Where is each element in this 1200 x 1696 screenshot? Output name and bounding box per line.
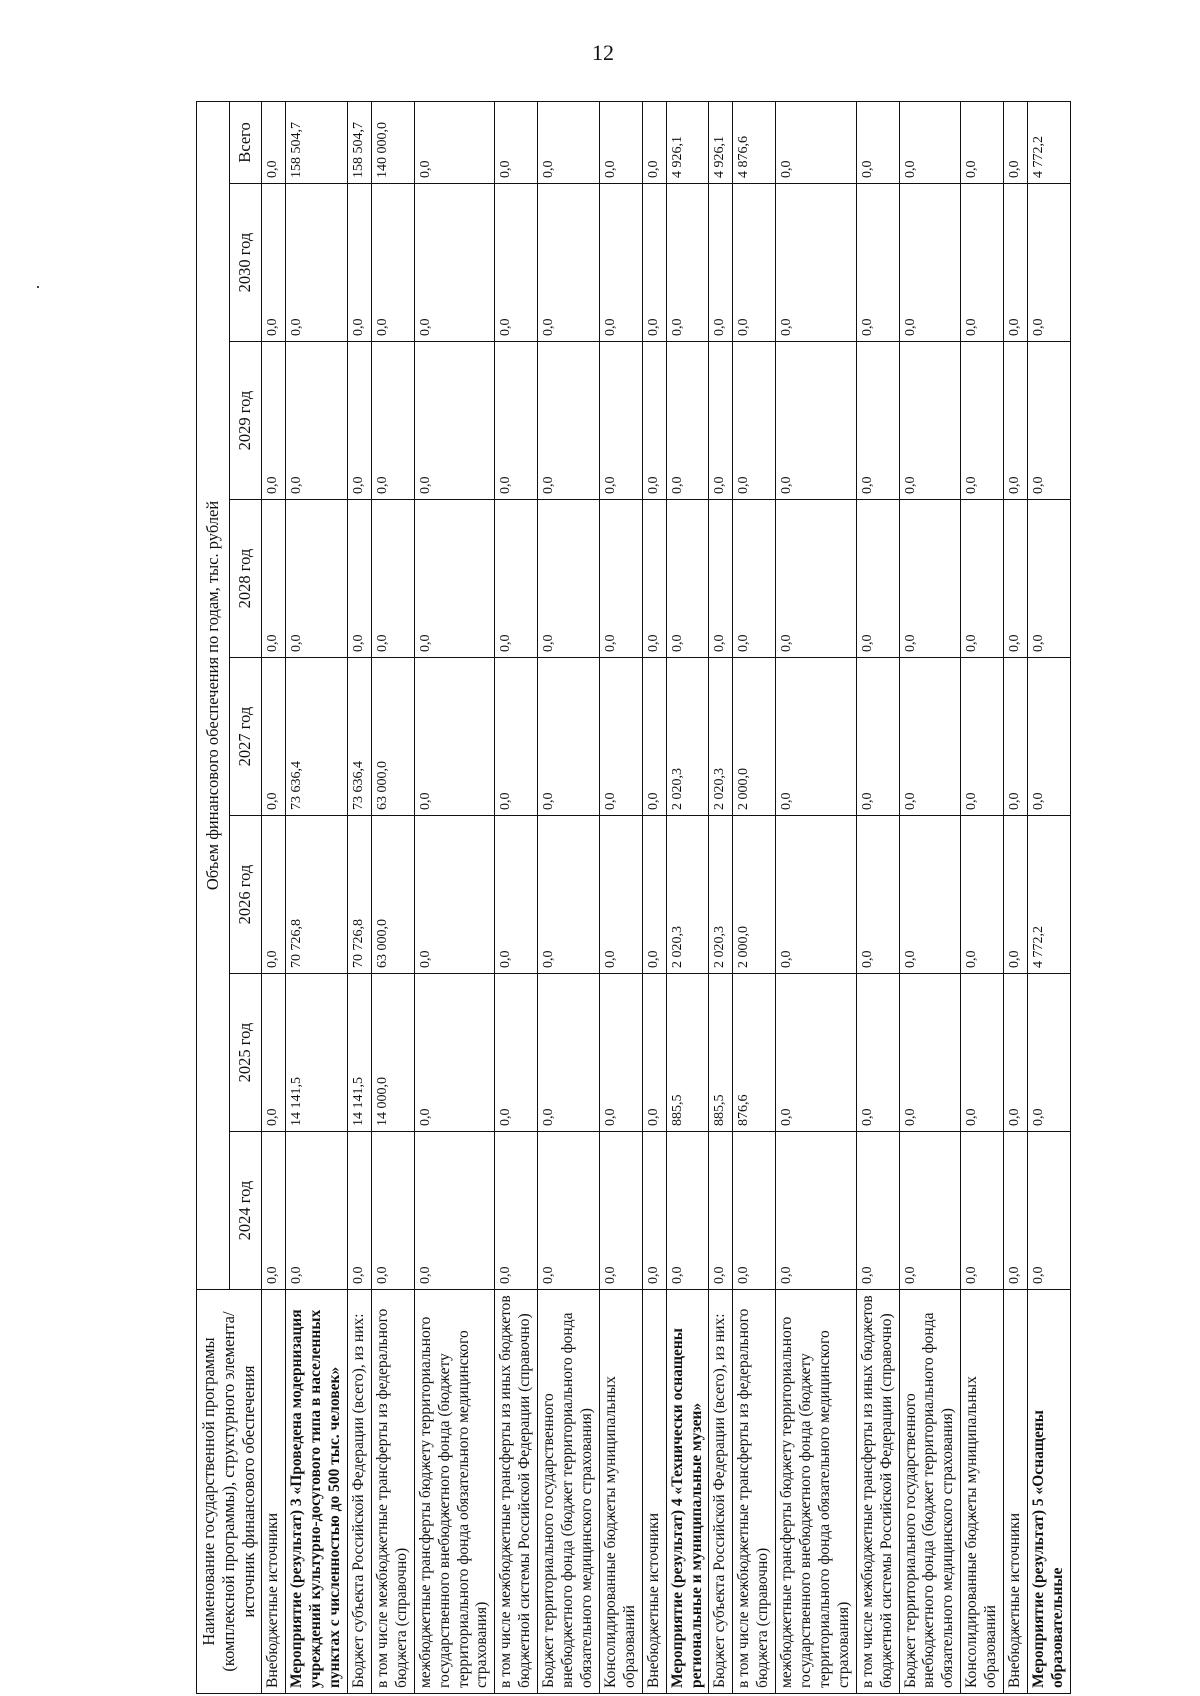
cell-value: 0,0 xyxy=(286,342,348,500)
cell-value: 0,0 xyxy=(348,342,372,500)
cell-total: 0,0 xyxy=(538,101,600,183)
row-label: межбюджетные трансферты бюджету территориального государственного внебюджетного фонда (бюджету территориального фонда обязательного медицинского страхования) xyxy=(414,1290,495,1694)
cell-value: 0,0 xyxy=(371,1132,414,1290)
cell-value: 885,5 xyxy=(709,974,733,1132)
cell-value: 0,0 xyxy=(733,342,776,500)
row-label: Мероприятие (результат) 5 «Оснащены образовательные xyxy=(1028,1290,1071,1694)
cell-value: 0,0 xyxy=(495,184,538,342)
cell-value: 0,0 xyxy=(414,658,495,816)
financing-table xyxy=(196,101,1071,1694)
table-row xyxy=(371,101,414,1693)
cell-value: 0,0 xyxy=(286,500,348,658)
row-label: Мероприятие (результат) 4 «Технически оснащены региональные и муниципальные музеи» xyxy=(666,1290,709,1694)
cell-value: 2 000,0 xyxy=(733,816,776,974)
cell-value: 0,0 xyxy=(1028,500,1071,658)
cell-value: 0,0 xyxy=(495,1132,538,1290)
cell-value: 0,0 xyxy=(371,500,414,658)
cell-value: 0,0 xyxy=(495,974,538,1132)
row-label: Мероприятие (результат) 3 «Проведена модернизация учреждений культурно-досугового типа в населенных пунктах с численностью до 500 тыс. человек» xyxy=(286,1290,348,1694)
cell-value: 63 000,0 xyxy=(371,816,414,974)
cell-value: 0,0 xyxy=(414,184,495,342)
cell-value: 0,0 xyxy=(961,816,1004,974)
cell-value: 2 020,3 xyxy=(666,816,709,974)
row-label: Внебюджетные источники xyxy=(642,1290,666,1694)
cell-value: 0,0 xyxy=(262,500,286,658)
cell-value: 0,0 xyxy=(286,184,348,342)
row-label: Бюджет территориального государственного внебюджетного фонда (бюджет территориального фонда обязательного медицинского страхования) xyxy=(538,1290,600,1694)
header-year: 2029 год xyxy=(229,342,262,500)
cell-value: 0,0 xyxy=(642,658,666,816)
cell-total: 0,0 xyxy=(776,101,857,183)
cell-value: 0,0 xyxy=(538,342,600,500)
cell-value: 0,0 xyxy=(961,974,1004,1132)
row-label: Внебюджетные источники xyxy=(1004,1290,1028,1694)
cell-total: 4 772,2 xyxy=(1028,101,1071,183)
cell-value: 876,6 xyxy=(733,974,776,1132)
cell-value: 0,0 xyxy=(262,658,286,816)
cell-value: 0,0 xyxy=(856,816,899,974)
cell-value: 0,0 xyxy=(776,500,857,658)
cell-value: 0,0 xyxy=(262,1132,286,1290)
cell-value: 0,0 xyxy=(733,184,776,342)
header-year: 2028 год xyxy=(229,500,262,658)
cell-value: 4 772,2 xyxy=(1028,816,1071,974)
cell-value: 0,0 xyxy=(1004,816,1028,974)
cell-value: 0,0 xyxy=(776,658,857,816)
cell-value: 0,0 xyxy=(414,342,495,500)
header-row-1 xyxy=(197,101,230,1693)
cell-total: 140 000,0 xyxy=(371,101,414,183)
cell-value: 0,0 xyxy=(642,342,666,500)
cell-value: 0,0 xyxy=(599,342,642,500)
cell-value: 0,0 xyxy=(599,184,642,342)
cell-value: 0,0 xyxy=(599,1132,642,1290)
cell-value: 0,0 xyxy=(1004,500,1028,658)
cell-value: 0,0 xyxy=(642,1132,666,1290)
cell-value: 73 636,4 xyxy=(348,658,372,816)
table-row xyxy=(776,101,857,1693)
cell-value: 73 636,4 xyxy=(286,658,348,816)
cell-value: 0,0 xyxy=(642,184,666,342)
row-label: в том числе межбюджетные трансферты из иных бюджетов бюджетной системы Российской Федерации (справочно) xyxy=(495,1290,538,1694)
cell-value: 0,0 xyxy=(1028,658,1071,816)
table-row xyxy=(961,101,1004,1693)
scan-speck xyxy=(37,286,39,288)
cell-value: 0,0 xyxy=(776,816,857,974)
cell-value: 0,0 xyxy=(538,1132,600,1290)
cell-value: 0,0 xyxy=(262,974,286,1132)
cell-value: 0,0 xyxy=(961,658,1004,816)
cell-total: 0,0 xyxy=(1004,101,1028,183)
table-body xyxy=(262,101,1070,1693)
cell-value: 0,0 xyxy=(538,500,600,658)
cell-value: 0,0 xyxy=(1028,342,1071,500)
cell-value: 2 020,3 xyxy=(709,816,733,974)
row-label: Бюджет субъекта Российской Федерации (всего), из них: xyxy=(348,1290,372,1694)
cell-value: 0,0 xyxy=(1004,184,1028,342)
cell-total: 4 876,6 xyxy=(733,101,776,183)
header-group-title: Объем финансового обеспечения по годам, тыс. рублей xyxy=(197,101,230,1289)
row-label: Бюджет субъекта Российской Федерации (всего), из них: xyxy=(709,1290,733,1694)
header-year: 2026 год xyxy=(229,816,262,974)
cell-value: 0,0 xyxy=(899,500,961,658)
cell-value: 0,0 xyxy=(1028,974,1071,1132)
row-label: в том числе межбюджетные трансферты из федерального бюджета (справочно) xyxy=(733,1290,776,1694)
cell-value: 14 141,5 xyxy=(286,974,348,1132)
cell-value: 0,0 xyxy=(599,500,642,658)
cell-value: 0,0 xyxy=(961,184,1004,342)
cell-value: 0,0 xyxy=(262,342,286,500)
row-label: Бюджет территориального государственного внебюджетного фонда (бюджет территориального фонда обязательного медицинского страхования) xyxy=(899,1290,961,1694)
cell-total: 0,0 xyxy=(961,101,1004,183)
header-name-column: Наименование государственной программы (комплексной программы), структурного элемента/источник финансового обеспечения xyxy=(197,1290,262,1694)
cell-value: 0,0 xyxy=(899,816,961,974)
cell-value: 0,0 xyxy=(776,342,857,500)
cell-value: 0,0 xyxy=(538,974,600,1132)
row-label: в том числе межбюджетные трансферты из федерального бюджета (справочно) xyxy=(371,1290,414,1694)
cell-value: 0,0 xyxy=(666,500,709,658)
cell-total: 4 926,1 xyxy=(709,101,733,183)
header-year: 2030 год xyxy=(229,184,262,342)
cell-value: 0,0 xyxy=(961,500,1004,658)
cell-value: 0,0 xyxy=(642,974,666,1132)
cell-total: 0,0 xyxy=(642,101,666,183)
cell-value: 0,0 xyxy=(414,1132,495,1290)
row-label: Внебюджетные источники xyxy=(262,1290,286,1694)
cell-total: 4 926,1 xyxy=(666,101,709,183)
cell-value: 0,0 xyxy=(348,500,372,658)
cell-value: 0,0 xyxy=(371,342,414,500)
cell-value: 70 726,8 xyxy=(286,816,348,974)
cell-value: 0,0 xyxy=(1004,658,1028,816)
cell-value: 0,0 xyxy=(414,974,495,1132)
cell-value: 0,0 xyxy=(709,342,733,500)
cell-value: 0,0 xyxy=(538,184,600,342)
header-year: 2027 год xyxy=(229,658,262,816)
cell-value: 63 000,0 xyxy=(371,658,414,816)
cell-value: 0,0 xyxy=(733,500,776,658)
cell-value: 0,0 xyxy=(642,500,666,658)
table-row xyxy=(709,101,733,1693)
cell-value: 0,0 xyxy=(776,974,857,1132)
cell-value: 0,0 xyxy=(856,500,899,658)
table-row xyxy=(1004,101,1028,1693)
cell-value: 0,0 xyxy=(776,1132,857,1290)
cell-value: 0,0 xyxy=(899,974,961,1132)
cell-value: 14 000,0 xyxy=(371,974,414,1132)
cell-value: 0,0 xyxy=(262,184,286,342)
cell-value: 14 141,5 xyxy=(348,974,372,1132)
cell-value: 0,0 xyxy=(899,342,961,500)
cell-value: 0,0 xyxy=(599,658,642,816)
table-row xyxy=(666,101,709,1693)
cell-value: 885,5 xyxy=(666,974,709,1132)
cell-value: 0,0 xyxy=(495,342,538,500)
cell-value: 0,0 xyxy=(495,658,538,816)
cell-value: 0,0 xyxy=(348,184,372,342)
cell-value: 0,0 xyxy=(856,342,899,500)
table-row xyxy=(599,101,642,1693)
cell-value: 0,0 xyxy=(899,658,961,816)
cell-value: 0,0 xyxy=(599,816,642,974)
cell-total: 0,0 xyxy=(414,101,495,183)
cell-value: 2 020,3 xyxy=(709,658,733,816)
cell-total: 158 504,7 xyxy=(348,101,372,183)
cell-value: 0,0 xyxy=(856,658,899,816)
cell-value: 0,0 xyxy=(1004,974,1028,1132)
row-label: межбюджетные трансферты бюджету территориального государственного внебюджетного фонда (бюджету территориального фонда обязательного медицинского страхования) xyxy=(776,1290,857,1694)
cell-value: 70 726,8 xyxy=(348,816,372,974)
header-total: Всего xyxy=(229,101,262,183)
cell-total: 0,0 xyxy=(262,101,286,183)
table-row xyxy=(495,101,538,1693)
table-row xyxy=(414,101,495,1693)
header-year: 2024 год xyxy=(229,1132,262,1290)
cell-value: 0,0 xyxy=(899,184,961,342)
cell-value: 0,0 xyxy=(961,1132,1004,1290)
cell-value: 0,0 xyxy=(856,184,899,342)
cell-value: 0,0 xyxy=(709,1132,733,1290)
cell-value: 0,0 xyxy=(414,816,495,974)
cell-value: 0,0 xyxy=(599,974,642,1132)
cell-value: 0,0 xyxy=(776,184,857,342)
cell-value: 2 020,3 xyxy=(666,658,709,816)
table-row xyxy=(642,101,666,1693)
cell-value: 0,0 xyxy=(642,816,666,974)
cell-total: 0,0 xyxy=(599,101,642,183)
cell-value: 2 000,0 xyxy=(733,658,776,816)
cell-value: 0,0 xyxy=(709,184,733,342)
cell-value: 0,0 xyxy=(709,500,733,658)
cell-value: 0,0 xyxy=(538,658,600,816)
table-row xyxy=(733,101,776,1693)
cell-value: 0,0 xyxy=(733,1132,776,1290)
cell-value: 0,0 xyxy=(666,342,709,500)
cell-value: 0,0 xyxy=(1028,184,1071,342)
header-year: 2025 год xyxy=(229,974,262,1132)
cell-value: 0,0 xyxy=(495,500,538,658)
cell-total: 0,0 xyxy=(856,101,899,183)
table-row xyxy=(1028,101,1071,1693)
cell-value: 0,0 xyxy=(348,1132,372,1290)
cell-value: 0,0 xyxy=(371,184,414,342)
cell-total: 158 504,7 xyxy=(286,101,348,183)
table-row xyxy=(538,101,600,1693)
row-label: в том числе межбюджетные трансферты из иных бюджетов бюджетной системы Российской Федерации (справочно) xyxy=(856,1290,899,1694)
table-row xyxy=(348,101,372,1693)
cell-total: 0,0 xyxy=(495,101,538,183)
cell-value: 0,0 xyxy=(666,184,709,342)
cell-value: 0,0 xyxy=(538,816,600,974)
page-number: 12 xyxy=(592,40,614,65)
cell-value: 0,0 xyxy=(1004,1132,1028,1290)
cell-value: 0,0 xyxy=(414,500,495,658)
rotated-table-container xyxy=(196,102,1156,1694)
cell-value: 0,0 xyxy=(262,816,286,974)
cell-value: 0,0 xyxy=(856,974,899,1132)
cell-value: 0,0 xyxy=(856,1132,899,1290)
cell-value: 0,0 xyxy=(1004,342,1028,500)
table-row xyxy=(286,101,348,1693)
table-row xyxy=(899,101,961,1693)
cell-value: 0,0 xyxy=(286,1132,348,1290)
row-label: Консолидированные бюджеты муниципальных образований xyxy=(599,1290,642,1694)
row-label: Консолидированные бюджеты муниципальных образований xyxy=(961,1290,1004,1694)
cell-value: 0,0 xyxy=(961,342,1004,500)
cell-total: 0,0 xyxy=(899,101,961,183)
cell-value: 0,0 xyxy=(899,1132,961,1290)
cell-value: 0,0 xyxy=(666,1132,709,1290)
cell-value: 0,0 xyxy=(1028,1132,1071,1290)
table-row xyxy=(856,101,899,1693)
table-row xyxy=(262,101,286,1693)
cell-value: 0,0 xyxy=(495,816,538,974)
